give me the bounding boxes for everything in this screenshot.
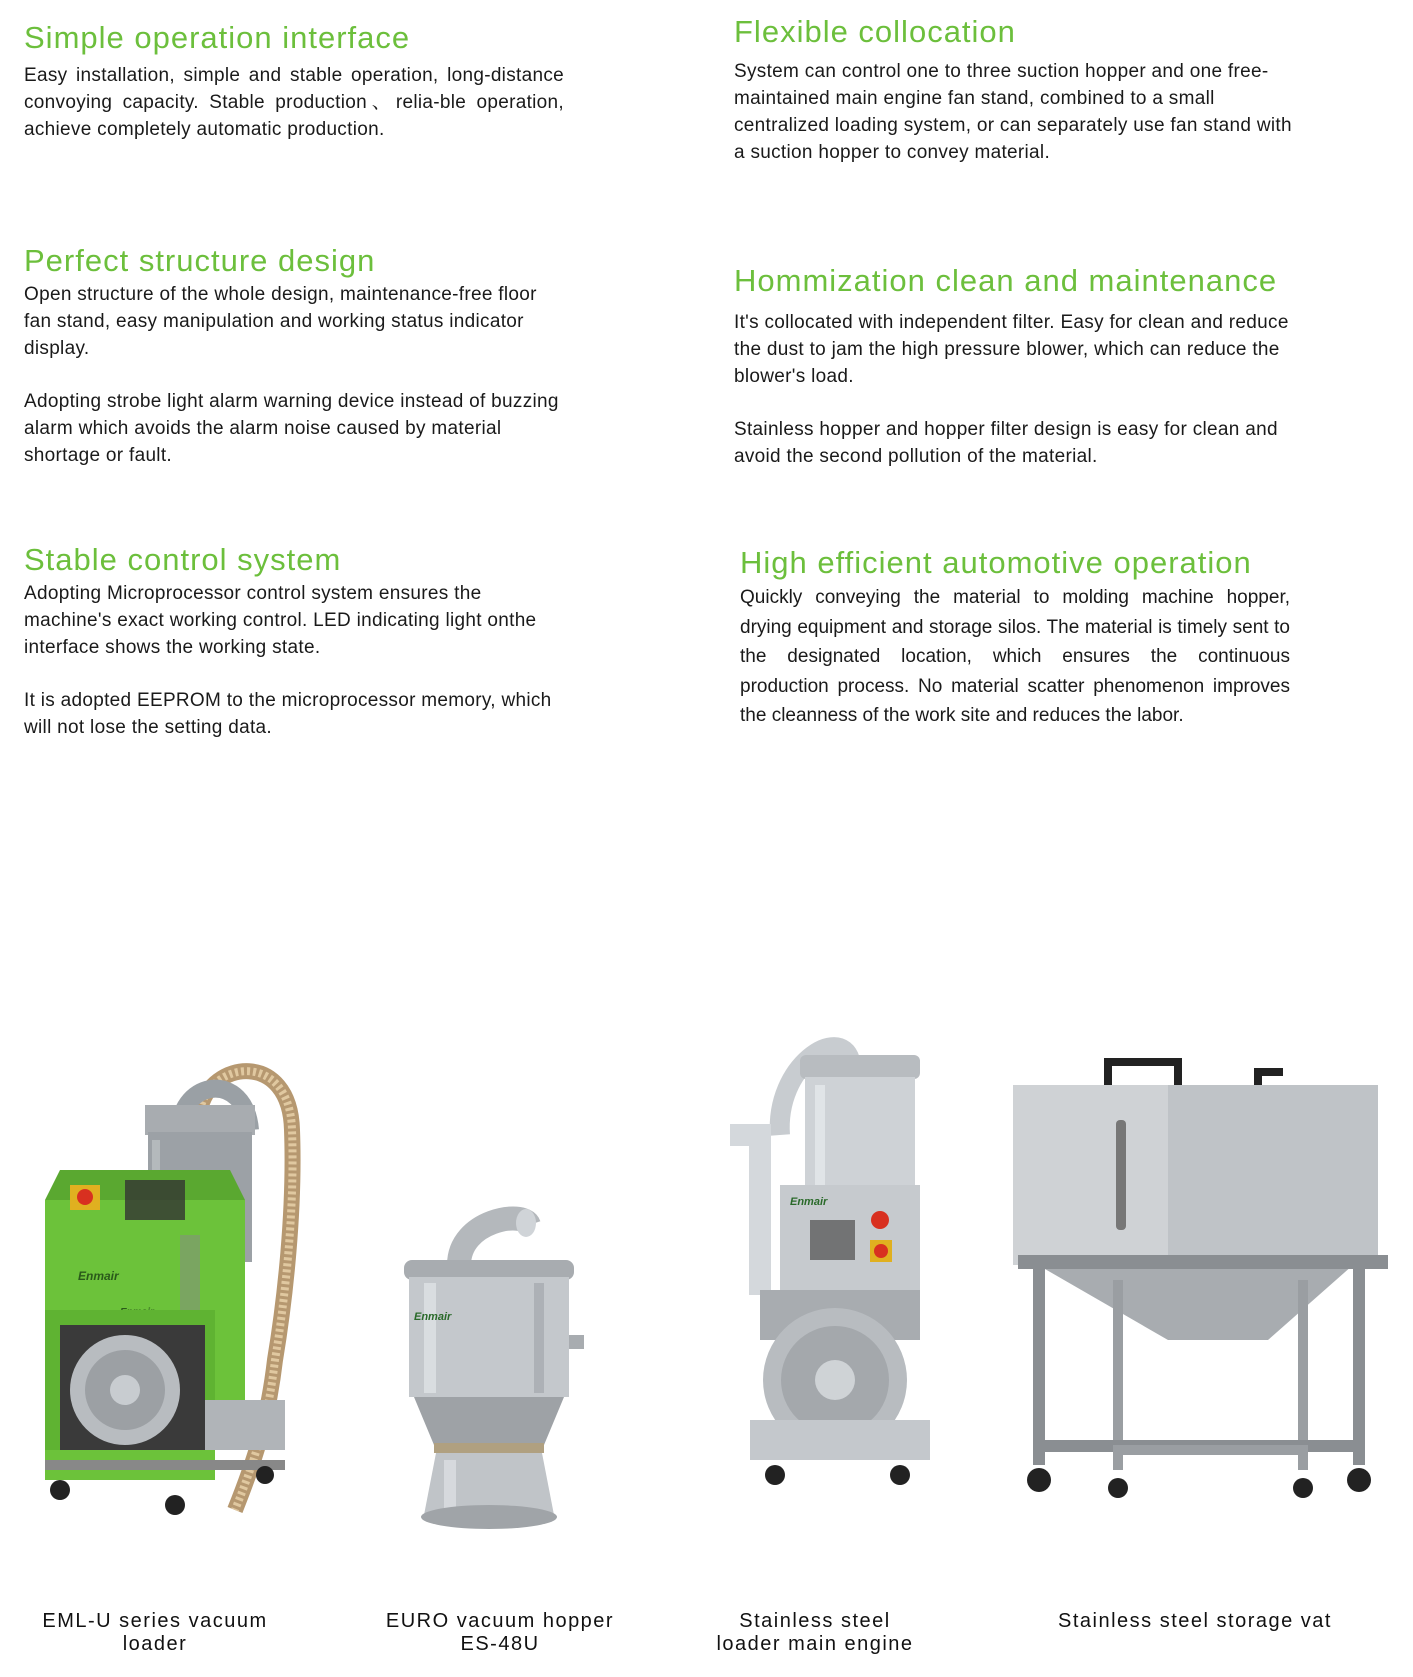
feature-text: Quickly conveying the material to molding machine hopper, drying equipment and storage silos. The material is timely sent to the designated location, which ensures the continuous production process. No material scatter phenomenon improves the cleanness of the work site and reduces the labor. — [740, 587, 1290, 726]
product-euro-vacuum-hopper-image — [384, 1205, 584, 1540]
feature-text: Open structure of the whole design, maintenance-free floor fan stand, easy manipulation and working status indicator display. — [24, 284, 537, 359]
caption-line: Stainless steel — [739, 1610, 891, 1632]
product-stainless-loader-engine-image — [720, 1005, 940, 1505]
feature-title: Perfect structure design — [24, 243, 376, 278]
feature-automotive-operation — [740, 543, 1290, 731]
caption-line: Stainless steel storage vat — [1058, 1610, 1332, 1632]
caption-line: ES-48U — [460, 1633, 540, 1655]
product-eml-u-vacuum-loader-image — [30, 1040, 310, 1580]
product-caption-euro-hopper — [355, 1610, 645, 1656]
product-storage-vat-image — [1008, 1050, 1388, 1520]
feature-title: High efficient automotive operation — [740, 545, 1252, 580]
feature-text: Adopting strobe light alarm warning device instead of buzzing alarm which avoids the alarm noise caused by material shortage or fault. — [24, 391, 559, 466]
feature-simple-operation — [24, 18, 564, 143]
feature-flexible-collocation — [734, 12, 1314, 166]
feature-title: Simple operation interface — [24, 20, 411, 55]
feature-text: It is adopted EEPROM to the microprocessor memory, which will not lose the setting data. — [24, 690, 552, 738]
brand-logo: Enmair — [78, 1269, 119, 1283]
caption-line: loader — [122, 1633, 188, 1655]
caption-line: EML-U series vacuum — [42, 1610, 268, 1632]
feature-text: Easy installation, simple and stable operation, long-distance convoying capacity. Stable production、relia-ble operation, achieve completely automatic production. — [24, 65, 564, 140]
brand-logo: Enmair — [414, 1311, 452, 1323]
brand-logo: Enmair — [790, 1196, 828, 1208]
feature-text: System can control one to three suction hopper and one free-maintained main engine fan stand, combined to a small centralized loading system, or can separately use fan stand with a suction hopper to convey material. — [734, 61, 1292, 163]
feature-title: Stable control system — [24, 542, 342, 577]
feature-text: Stainless hopper and hopper filter design is easy for clean and avoid the second pollution of the material. — [734, 419, 1278, 467]
feature-text: It's collocated with independent filter. Easy for clean and reduce the dust to jam the high pressure blower, which can reduce the blower's load. — [734, 312, 1289, 387]
product-caption-loader-engine — [670, 1610, 960, 1656]
feature-structure-design — [24, 241, 569, 469]
product-caption-storage-vat — [1025, 1610, 1365, 1633]
feature-text: Adopting Microprocessor control system ensures the machine's exact working control. LED indicating light onthe interface shows the working state. — [24, 583, 537, 658]
feature-title: Hommization clean and maintenance — [734, 263, 1278, 298]
feature-control-system — [24, 540, 572, 741]
feature-title: Flexible collocation — [734, 14, 1016, 49]
feature-hommization — [734, 261, 1294, 470]
caption-line: EURO vacuum hopper — [385, 1610, 615, 1632]
product-caption-eml-u — [10, 1610, 300, 1656]
caption-line: loader main engine — [716, 1633, 914, 1655]
